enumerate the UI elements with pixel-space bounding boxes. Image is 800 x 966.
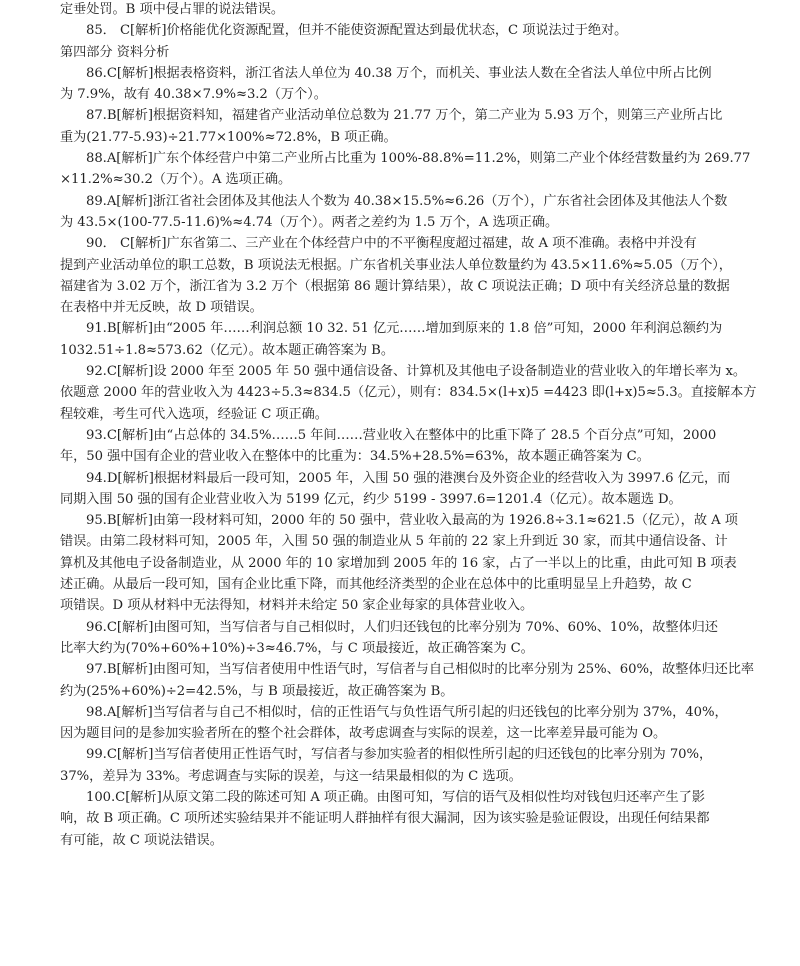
- text-line: 90． C[解析]广东省第二、三产业在个体经营户中的不平衡程度超过福建，故 A 项不准确。表格中并没有: [86, 236, 697, 252]
- text-line: 提到产业活动单位的职工总数，B 项说法无根据。广东省机关事业法人单位数量约为 43.5×11.6%≈5.05（万个），: [60, 257, 732, 273]
- document-page: [60, 0, 780, 851]
- text-line: 95.B[解析]由第一段材料可知，2000 年的 50 强中，营业收入最高的为 1926.8÷3.1≈621.5（亿元），故 A 项: [86, 513, 738, 529]
- text-line: 程较难，考生可代入选项，经验证 C 项正确。: [60, 406, 328, 422]
- text-line: 98.A[解析]当写信者与自己不相似时，信的正性语气与负性语气所引起的归还钱包的比率分别为 37%，40%，: [86, 704, 728, 720]
- text-line: 第四部分 资料分析: [60, 44, 170, 60]
- text-line: 97.B[解析]由图可知，当写信者使用中性语气时，写信者与自己相似时的比率分别为 25%、60%，故整体归还比率: [86, 662, 755, 678]
- text-line: 项错误。D 项从材料中无法得知，材料并未给定 50 家企业每家的具体营业收入。: [60, 598, 534, 614]
- text-line: 算机及其他电子设备制造业，从 2000 年的 10 家增加到 2005 年的 16 家，占了一半以上的比重，由此可知 B 项表: [60, 555, 737, 571]
- text-line: 99.C[解析]当写信者使用正性语气时，写信者与参加实验者的相似性所引起的归还钱包的比率分别为 70%，: [86, 747, 713, 763]
- text-line: 错误。由第二段材料可知，2005 年，入围 50 强的制造业从 5 年前的 22 家上升到近 30 家，而其中通信设备、计: [60, 534, 728, 550]
- text-line: 有可能，故 C 项说法错误。: [60, 832, 223, 848]
- text-line: ×11.2%≈30.2（万个）。A 选项正确。: [60, 172, 292, 188]
- text-line: 92.C[解析]设 2000 年至 2005 年 50 强中通信设备、计算机及其他电子设备制造业的营业收入的年增长率为 x。: [86, 364, 747, 380]
- text-line: 因为题目问的是参加实验者所在的整个社会群体，故考虑调查与实际的误差，这一比率差异最可能为 O。: [60, 726, 667, 742]
- text-line: 为 43.5×(100-77.5-11.6)%≈4.74（万个）。两者之差约为 1.5 万个，A 选项正确。: [60, 214, 559, 230]
- text-line: 37%，差异为 33%。考虑调查与实际的误差，与这一结果最相似的为 C 选项。: [60, 768, 522, 784]
- text-line: 96.C[解析]由图可知，当写信者与自己相似时，人们归还钱包的比率分别为 70%、60%、10%，故整体归还: [86, 619, 718, 635]
- text-line: 依题意 2000 年的营业收入为 4423÷5.3≈834.5（亿元），则有：834.5×(l+x)5 =4423 即(l+x)5≈5.3。直接解本方: [60, 385, 757, 401]
- text-line: 在表格中并无反映，故 D 项错误。: [60, 300, 263, 316]
- text-line: 91.B[解析]由“2005 年……利润总额 10 32. 51 亿元……增加到原来的 1.8 倍”可知，2000 年利润总额约为: [86, 321, 723, 337]
- text-line: 述正确。从最后一段可知，国有企业比重下降，而其他经济类型的企业在总体中的比重明显呈上升趋势，故 C: [60, 577, 692, 593]
- text-line: 约为(25%+60%)÷2=42.5%，与 B 项最接近，故正确答案为 B。: [60, 683, 454, 699]
- text-line: 同期入围 50 强的国有企业营业收入为 5199 亿元，约少 5199 - 3997.6=1201.4（亿元）。故本题选 D。: [60, 491, 682, 507]
- text-line: 85． C[解析]价格能优化资源配置，但并不能使资源配置达到最优状态，C 项说法过于绝对。: [86, 23, 628, 39]
- text-line: 94.D[解析]根据材料最后一段可知，2005 年，入围 50 强的港澳台及外资企业的经营收入为 3997.6 亿元，而: [86, 470, 731, 486]
- text-line: 比率大约为(70%+60%+10%)÷3≈46.7%，与 C 项最接近，故正确答案为 C。: [60, 640, 534, 656]
- text-line: 89.A[解析]浙江省社会团体及其他法人个数为 40.38×15.5%≈6.26（万个），广东省社会团体及其他法人个数: [86, 193, 728, 209]
- text-line: 100.C[解析]从原文第二段的陈述可知 A 项正确。由图可知，写信的语气及相似性均对钱包归还率产生了影: [86, 789, 705, 805]
- text-line: 定垂处罚。B 项中侵占罪的说法错误。: [60, 2, 284, 17]
- text-line: 87.B[解析]根据资料知，福建省产业活动单位总数为 21.77 万个，第二产业为 5.93 万个，则第三产业所占比: [86, 108, 723, 124]
- text-line: 1032.51÷1.8≈573.62（亿元）。故本题正确答案为 B。: [60, 342, 394, 358]
- text-line: 为 7.9%，故有 40.38×7.9%≈3.2（万个）。: [60, 87, 327, 103]
- text-line: 86.C[解析]根据表格资料，浙江省法人单位为 40.38 万个，而机关、事业法人数在全省法人单位中所占比例: [86, 65, 712, 81]
- text-line: 响，故 B 项正确。C 项所述实验结果并不能证明人群抽样有很大漏洞，因为该实验是验证假设，出现任何结果都: [60, 811, 710, 827]
- text-line: 福建省为 3.02 万个，浙江省为 3.2 万个（根据第 86 题计算结果），故 C 项说法正确；D 项中有关经济总量的数据: [60, 278, 730, 294]
- text-line: 年，50 强中国有企业的营业收入在整体中的比重为：34.5%+28.5%=63%，故本题正确答案为 C。: [60, 449, 650, 465]
- text-line: 88.A[解析]广东个体经营户中第二产业所占比重为 100%-88.8%=11.2%，则第二产业个体经营数量约为 269.77: [86, 151, 751, 167]
- text-line: 重为(21.77-5.93)÷21.77×100%≈72.8%，B 项正确。: [60, 129, 397, 145]
- text-line: 93.C[解析]由“占总体的 34.5%……5 年间……营业收入在整体中的比重下降了 28.5 个百分点”可知，2000: [86, 427, 717, 443]
